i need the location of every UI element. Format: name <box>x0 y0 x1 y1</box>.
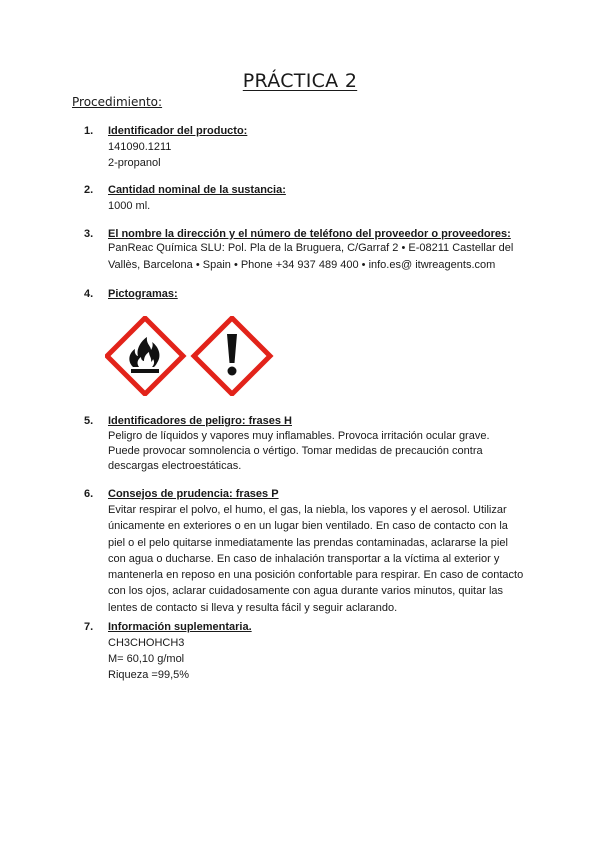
section-body <box>108 502 524 616</box>
body-line: lentes de contacto si lleva y resulta fácil y seguir aclarando. <box>108 601 398 614</box>
pictogram-row <box>105 316 275 396</box>
body-line: PanReac Química SLU: Pol. Pla de la Bruguera, C/Garraf 2 • E-08211 Castellar del <box>108 242 514 254</box>
section-heading: Consejos de prudencia: frases P <box>108 488 279 500</box>
page-title: PRÁCTICA 2 <box>242 70 358 92</box>
body-line: descargas electroestáticas. <box>108 460 242 472</box>
section-heading: Identificador del producto: <box>108 125 248 137</box>
section-heading: Información suplementaria. <box>108 621 252 633</box>
exclamation-pictogram-icon <box>194 318 270 394</box>
section-body <box>108 429 524 474</box>
section-number: 4. <box>84 288 94 300</box>
section-number: 3. <box>84 228 94 240</box>
section-body <box>108 240 524 274</box>
body-line: 1000 ml. <box>108 200 151 212</box>
section-heading: Cantidad nominal de la sustancia: <box>108 184 286 196</box>
section-number: 7. <box>84 621 94 633</box>
section-body <box>108 139 524 171</box>
ghs-pictograms <box>105 316 275 396</box>
body-line: piel o el pelo quitarse inmediatamente las prendas contaminadas, aclararse la piel <box>108 536 508 549</box>
body-line: mantenerla en reposo en una posición confortable para respirar. En caso de contacto <box>108 569 524 582</box>
section-number: 2. <box>84 184 94 196</box>
body-line: con agua o ducharse. En caso de inhalación transportar a la víctima al exterior y <box>108 552 500 565</box>
procedure-subtitle: Procedimiento: <box>72 95 163 109</box>
body-line: 141090.1211 <box>108 141 172 153</box>
section-number: 5. <box>84 415 94 427</box>
section-body <box>108 198 524 214</box>
body-line: Riqueza =99,5% <box>108 669 190 681</box>
body-line: M= 60,10 g/mol <box>108 653 185 665</box>
body-line: Evitar respirar el polvo, el humo, el gas, la niebla, los vapores y el aerosol. Utilizar <box>108 504 507 516</box>
section-heading: El nombre la dirección y el número de teléfono del proveedor o proveedores: <box>108 228 511 240</box>
flame-pictogram-icon <box>107 318 183 394</box>
body-line: con los ojos, aclarar cuidadosamente con agua durante varios minutos, quitar las <box>108 585 504 598</box>
section-body <box>108 635 524 683</box>
body-line: CH3CHOHCH3 <box>108 637 185 649</box>
body-line: únicamente en exteriores o en un lugar bien ventilado. En caso de contacto con la <box>108 520 508 533</box>
section-number: 1. <box>84 125 94 137</box>
section-number: 6. <box>84 488 94 500</box>
section-heading: Pictogramas: <box>108 288 178 300</box>
body-line: 2-propanol <box>108 157 161 169</box>
body-line: Peligro de líquidos y vapores muy inflamables. Provoca irritación ocular grave. <box>108 430 490 442</box>
body-line: Puede provocar somnolencia o vértigo. Tomar medidas de precaución contra <box>108 445 483 457</box>
body-line: Vallès, Barcelona • Spain • Phone +34 937 489 400 • info.es@ itwreagents.com <box>108 259 496 271</box>
section-heading: Identificadores de peligro: frases H <box>108 415 292 427</box>
